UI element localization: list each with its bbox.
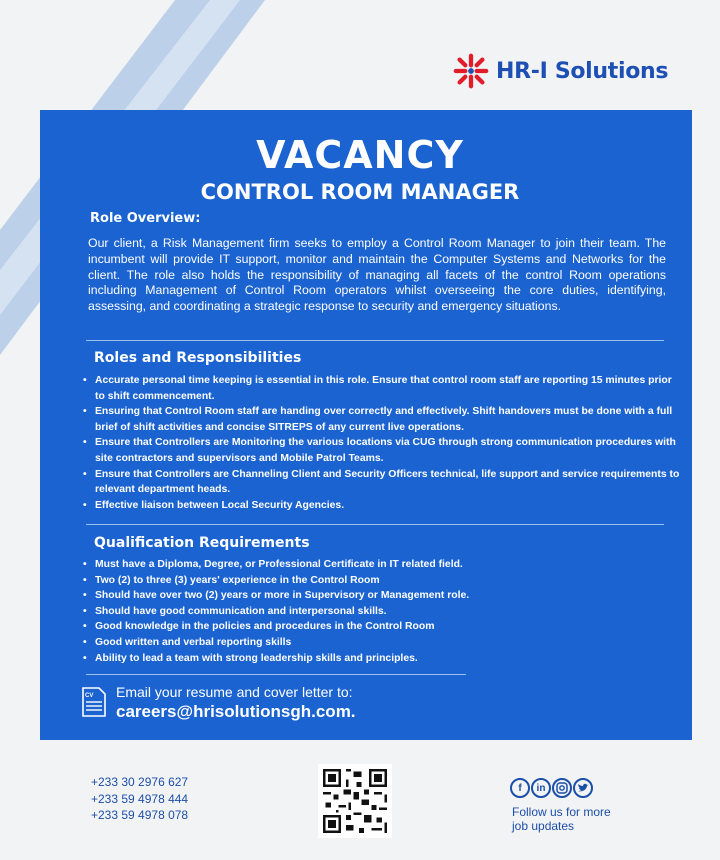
qualification-item: • Should have over two (2) years or more in Supervisory or Management role. bbox=[82, 588, 642, 604]
role-overview-text: Our client, a Risk Management firm seeks to employ a Control Room Manager to join their team. The incumbent will provide IT support, monitor and maintain the Computer Systems and Networks for the client. The role also holds the responsibility of managing all facets of the control Room operations including Management of Control Room operators whilst overseeing the core duties, identifying, assessing, and coordinating a strategic response to security and emergency situations. bbox=[88, 236, 666, 314]
twitter-icon[interactable] bbox=[573, 778, 593, 798]
qualification-item: • Two (2) to three (3) years' experience in the Control Room bbox=[82, 573, 642, 589]
role-overview-heading: Role Overview: bbox=[90, 211, 201, 226]
hr-logo-icon bbox=[452, 52, 490, 90]
follow-line: job updates bbox=[512, 819, 575, 833]
roles-item: • Accurate personal time keeping is essential in this role. Ensure that control room staff are reporting 15 minutes prior to shift commencement. bbox=[82, 373, 682, 404]
qr-code-icon[interactable] bbox=[318, 764, 392, 838]
linkedin-icon[interactable]: in bbox=[531, 778, 551, 798]
phone-numbers bbox=[91, 774, 188, 824]
roles-list bbox=[82, 373, 682, 513]
email-link[interactable]: careers@hrisolutionsgh.com. bbox=[116, 702, 356, 721]
brand-logo bbox=[452, 52, 668, 90]
instagram-icon[interactable] bbox=[552, 778, 572, 798]
divider bbox=[86, 674, 466, 675]
qualification-item: • Good written and verbal reporting skills bbox=[82, 635, 642, 651]
roles-heading: Roles and Responsibilities bbox=[94, 350, 302, 366]
phone-number[interactable]: +233 59 4978 444 bbox=[91, 791, 189, 806]
position-title: CONTROL ROOM MANAGER bbox=[200, 180, 520, 204]
divider bbox=[86, 340, 664, 341]
divider bbox=[86, 524, 664, 525]
roles-item: • Ensure that Controllers are Channeling Client and Security Officers technical, life support and service requirements to relevant department heads. bbox=[82, 467, 682, 498]
cv-document-icon bbox=[82, 687, 106, 717]
roles-item: • Ensuring that Control Room staff are handing over correctly and effectively. Shift handovers must be done with a full brief of shift activities and concise SITREPS of any current live operations. bbox=[82, 404, 682, 435]
apply-instruction: Email your resume and cover letter to: bbox=[116, 684, 353, 700]
qualification-item: • Ability to lead a team with strong leadership skills and principles. bbox=[82, 651, 642, 667]
qualification-item: • Must have a Diploma, Degree, or Professional Certificate in IT related field. bbox=[82, 557, 642, 573]
facebook-icon[interactable]: f bbox=[510, 778, 530, 798]
phone-number[interactable]: +233 30 2976 627 bbox=[91, 775, 189, 789]
follow-text bbox=[512, 805, 611, 833]
qualifications-list bbox=[82, 557, 642, 666]
vacancy-title: VACANCY bbox=[256, 133, 464, 177]
brand-name: HR-I Solutions bbox=[496, 58, 669, 84]
follow-line: Follow us for more bbox=[512, 805, 611, 819]
qualification-item: • Should have good communication and interpersonal skills. bbox=[82, 604, 642, 620]
roles-item: • Effective liaison between Local Security Agencies. bbox=[82, 498, 682, 514]
qualification-item: • Good knowledge in the policies and procedures in the Control Room bbox=[82, 619, 642, 635]
phone-number[interactable]: +233 59 4978 078 bbox=[91, 808, 189, 822]
cv-icon-label: CV bbox=[85, 693, 94, 699]
qualifications-heading: Qualification Requirements bbox=[94, 535, 310, 551]
social-links bbox=[510, 778, 593, 798]
roles-item: • Ensure that Controllers are Monitoring the various locations via CUG through strong communication procedures with site contractors and supervisors and Mobile Patrol Teams. bbox=[82, 435, 682, 466]
